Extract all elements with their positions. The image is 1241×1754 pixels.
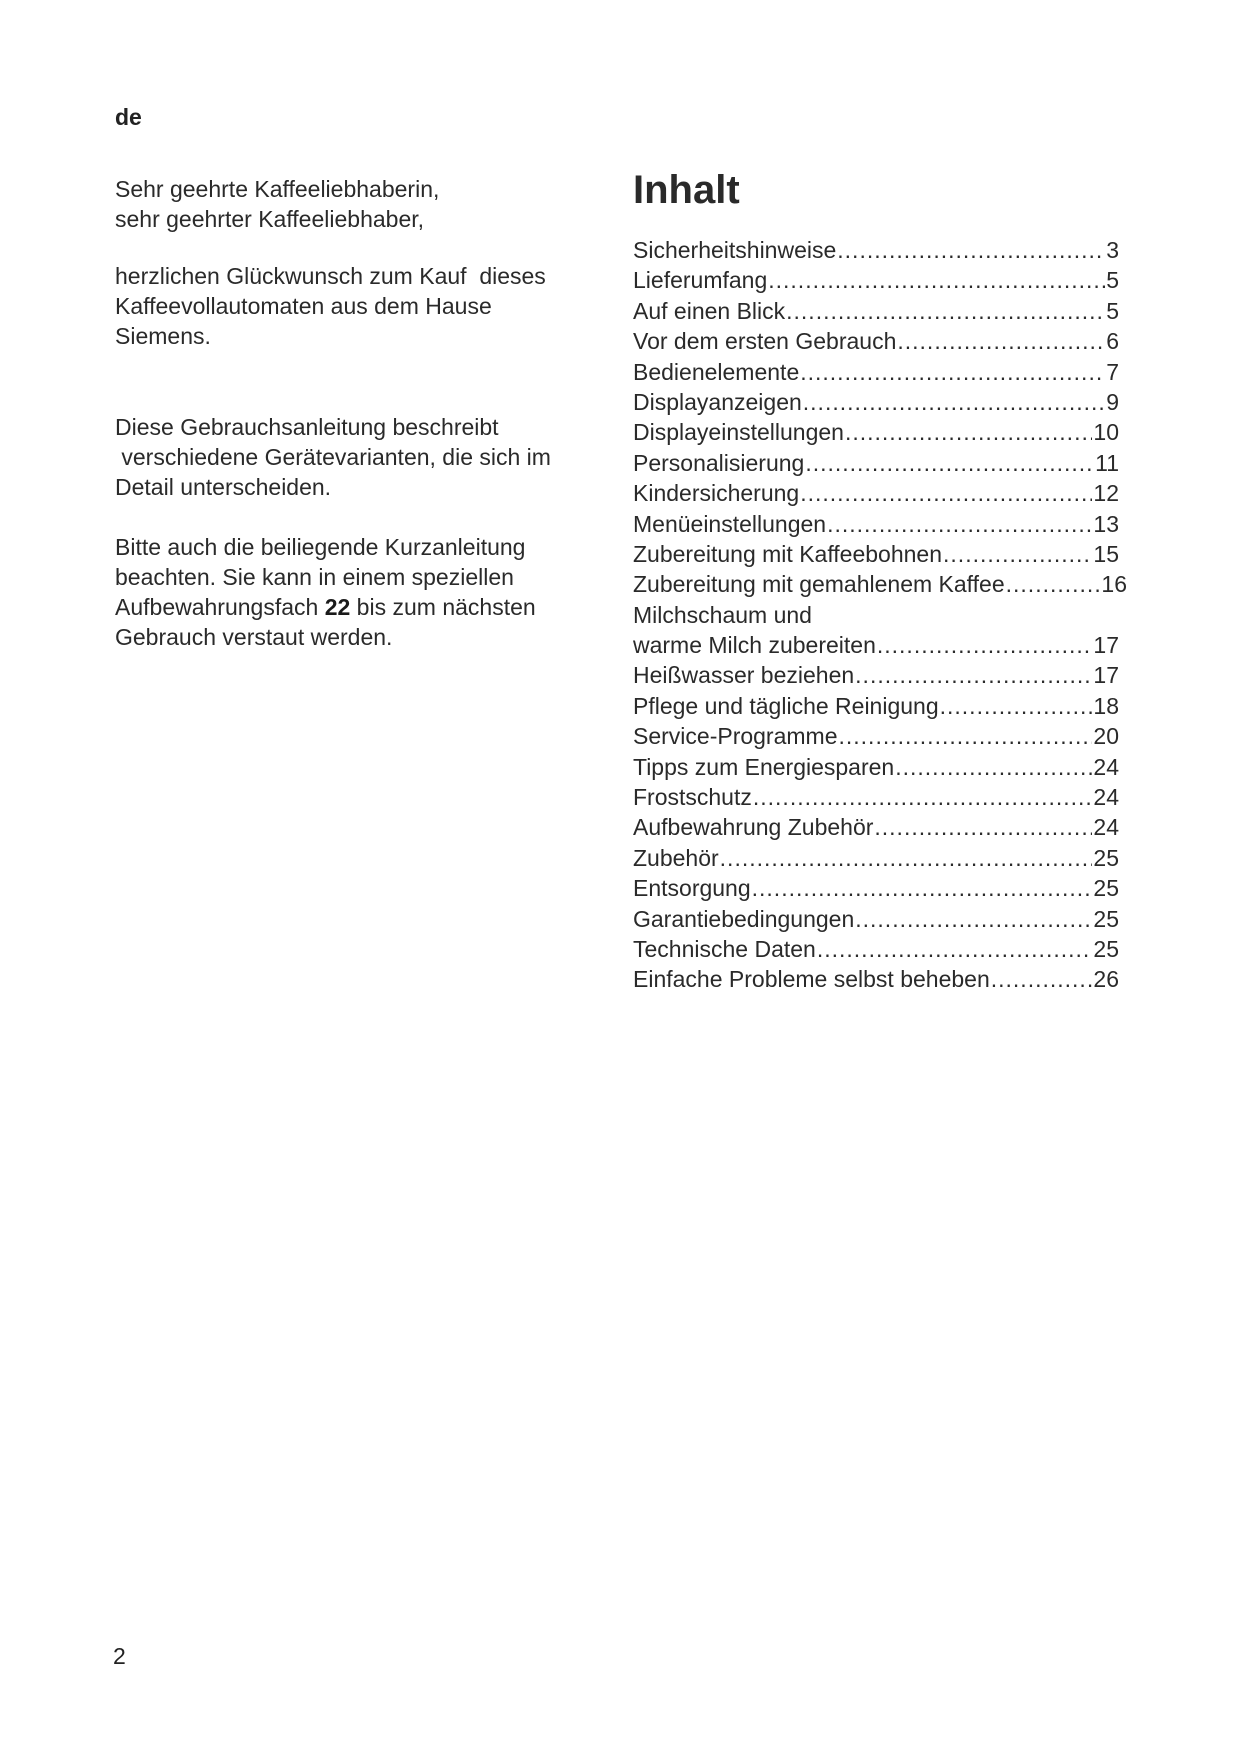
toc-entry-page: 24 xyxy=(1093,814,1119,841)
toc-entry xyxy=(633,357,1119,387)
toc-entry xyxy=(633,600,1119,630)
toc-entry-title: Displayanzeigen xyxy=(633,388,802,415)
toc-leader-dots xyxy=(837,235,1105,265)
toc-leader-dots xyxy=(845,417,1092,447)
toc-entry xyxy=(633,509,1119,539)
toc-entry xyxy=(633,934,1119,964)
shortguide-text: bis zum nächsten xyxy=(350,594,536,620)
toc-entry-title: Personalisierung xyxy=(633,449,805,476)
toc-entry-page: 26 xyxy=(1093,966,1119,993)
storage-compartment-number: 22 xyxy=(324,594,351,620)
toc-entry xyxy=(633,387,1119,417)
toc-entry-title: Heißwasser beziehen xyxy=(633,662,855,689)
toc-entry-title: Displayeinstellungen xyxy=(633,419,844,446)
toc-entry xyxy=(633,478,1119,508)
shortguide-line xyxy=(115,592,615,622)
shortguide-line: beachten. Sie kann in einem speziellen xyxy=(115,564,514,590)
toc-entry-title: Menüeinstellungen xyxy=(633,510,827,537)
shortguide-paragraph xyxy=(115,532,615,652)
toc-entry xyxy=(633,843,1119,873)
toc-entry-page: 25 xyxy=(1093,935,1119,962)
toc-entry-page: 15 xyxy=(1093,540,1119,567)
variants-line: verschiedene Gerätevarianten, die sich im xyxy=(115,444,551,470)
toc-entry-title: Frostschutz xyxy=(633,784,752,811)
toc-entry xyxy=(633,448,1119,478)
greeting-line: Sehr geehrte Kaffeeliebhaberin, xyxy=(115,176,440,202)
toc-entry-title: Aufbewahrung Zubehör xyxy=(633,814,874,841)
variants-paragraph xyxy=(115,412,615,502)
congrats-line: Siemens. xyxy=(115,323,211,349)
table-of-contents xyxy=(633,235,1127,995)
toc-entry-title: Vor dem ersten Gebrauch xyxy=(633,328,897,355)
toc-entry xyxy=(633,964,1119,994)
toc-entry-page: 18 xyxy=(1093,692,1119,719)
toc-entry xyxy=(633,660,1119,690)
toc-leader-dots xyxy=(839,721,1093,751)
toc-entry-title: Bedienelemente xyxy=(633,358,800,385)
greeting-line: sehr geehrter Kaffeeliebhaber, xyxy=(115,206,425,232)
language-code: de xyxy=(115,104,142,130)
congrats-line: herzlichen Glückwunsch zum Kauf dieses xyxy=(115,263,546,289)
shortguide-text: Aufbewahrungsfach xyxy=(115,594,325,620)
toc-entry xyxy=(633,691,1119,721)
toc-leader-dots xyxy=(805,448,1094,478)
toc-entry-title: Milchschaum und xyxy=(633,601,812,628)
toc-entry xyxy=(633,904,1119,934)
congrats-paragraph xyxy=(115,261,615,351)
toc-leader-dots xyxy=(768,265,1105,295)
toc-entry-title: Kindersicherung xyxy=(633,480,800,507)
toc-leader-dots xyxy=(720,843,1093,873)
toc-entry xyxy=(633,539,1119,569)
toc-leader-dots xyxy=(991,964,1093,994)
toc-entry xyxy=(633,721,1119,751)
toc-entry-page: 17 xyxy=(1093,632,1119,659)
toc-leader-dots xyxy=(817,934,1093,964)
toc-leader-dots xyxy=(877,630,1093,660)
toc-leader-dots xyxy=(803,387,1105,417)
toc-entry-page: 25 xyxy=(1093,844,1119,871)
toc-entry-title: Auf einen Blick xyxy=(633,297,786,324)
toc-leader-dots xyxy=(800,478,1092,508)
toc-entry xyxy=(633,812,1119,842)
toc-entry-page: 25 xyxy=(1093,875,1119,902)
toc-leader-dots xyxy=(800,357,1105,387)
toc-entry-title: Zubereitung mit Kaffeebohnen xyxy=(633,540,943,567)
toc-entry-page: 17 xyxy=(1093,662,1119,689)
toc-entry-title: Technische Daten xyxy=(633,935,816,962)
toc-entry-page: 25 xyxy=(1093,905,1119,932)
toc-entry-page: 24 xyxy=(1093,784,1119,811)
toc-entry-page: 5 xyxy=(1106,267,1119,294)
toc-entry xyxy=(633,630,1119,660)
congrats-line: Kaffeevollautomaten aus dem Hause xyxy=(115,293,492,319)
toc-entry-title: warme Milch zubereiten xyxy=(633,632,876,659)
toc-entry xyxy=(633,873,1119,903)
toc-entry-title: Service-Programme xyxy=(633,723,838,750)
toc-entry xyxy=(633,296,1119,326)
toc-entry-page: 12 xyxy=(1093,480,1119,507)
toc-leader-dots xyxy=(752,873,1093,903)
toc-entry-title: Zubereitung mit gemahlenem Kaffee xyxy=(633,571,1005,598)
toc-entry-page: 3 xyxy=(1106,237,1119,263)
toc-leader-dots xyxy=(940,691,1093,721)
toc-entry-title: Pflege und tägliche Reinigung xyxy=(633,692,939,719)
page-number: 2 xyxy=(113,1643,126,1669)
toc-entry xyxy=(633,417,1119,447)
toc-leader-dots xyxy=(897,326,1105,356)
toc-entry-title: Lieferumfang xyxy=(633,267,768,294)
toc-leader-dots xyxy=(855,904,1092,934)
toc-leader-dots xyxy=(895,752,1092,782)
toc-entry-title: Zubehör xyxy=(633,844,719,871)
toc-entry xyxy=(633,235,1119,265)
toc-entry-page: 6 xyxy=(1106,328,1119,355)
toc-entry-title: Sicherheitshinweise xyxy=(633,237,837,263)
toc-entry-page: 24 xyxy=(1093,753,1119,780)
toc-leader-dots xyxy=(786,296,1105,326)
toc-leader-dots xyxy=(943,539,1092,569)
shortguide-line: Bitte auch die beiliegende Kurzanleitung xyxy=(115,534,526,560)
toc-leader-dots xyxy=(855,660,1092,690)
toc-entry xyxy=(633,752,1119,782)
variants-line: Detail unterscheiden. xyxy=(115,474,332,500)
toc-leader-dots xyxy=(874,812,1092,842)
toc-entry-title: Einfache Probleme selbst beheben xyxy=(633,966,990,993)
toc-entry-title: Tipps zum Energiesparen xyxy=(633,753,895,780)
toc-entry-page: 5 xyxy=(1106,297,1119,324)
toc-entry-page: 7 xyxy=(1106,358,1119,385)
shortguide-line: Gebrauch verstaut werden. xyxy=(115,624,393,650)
toc-leader-dots xyxy=(753,782,1093,812)
intro-text xyxy=(115,174,615,652)
toc-entry-page: 9 xyxy=(1106,388,1119,415)
toc-entry xyxy=(633,265,1119,295)
toc-entry xyxy=(633,782,1119,812)
toc-entry-page: 16 xyxy=(1101,571,1127,598)
toc-entry-title: Garantiebedingungen xyxy=(633,905,855,932)
toc-entry xyxy=(633,326,1119,356)
greeting-paragraph xyxy=(115,174,615,234)
toc-entry-page: 11 xyxy=(1095,449,1119,476)
toc-entry-title: Entsorgung xyxy=(633,875,751,902)
toc-entry-page: 20 xyxy=(1093,723,1119,750)
toc-entry-page: 10 xyxy=(1093,419,1119,446)
variants-line: Diese Gebrauchsanleitung beschreibt xyxy=(115,414,499,440)
toc-entry xyxy=(633,569,1127,599)
toc-leader-dots xyxy=(1006,569,1101,599)
toc-leader-dots xyxy=(827,509,1092,539)
toc-title: Inhalt xyxy=(633,168,740,212)
toc-entry-page: 13 xyxy=(1093,510,1119,537)
